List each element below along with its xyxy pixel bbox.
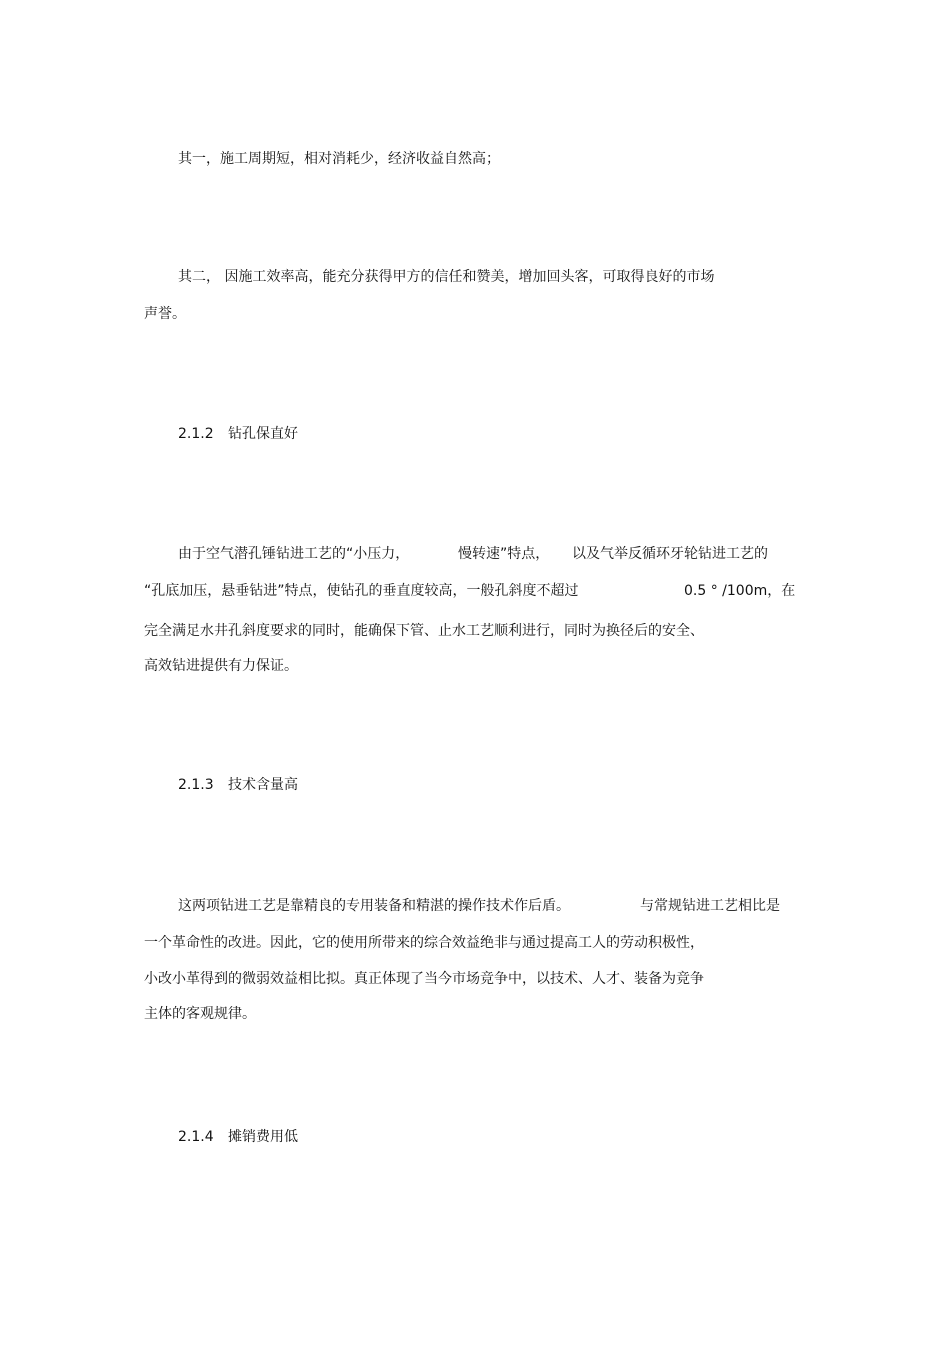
- section-heading-2-1-2: [178, 425, 298, 443]
- paragraph-3-line-2-part-b: 0.5 ° /100m，在: [684, 583, 796, 599]
- section-heading-2-1-4: [178, 1128, 298, 1146]
- paragraph-4-line-1-part-b: 与常规钻进工艺相比是: [640, 898, 780, 914]
- paragraph-4-line-1-part-a: 这两项钻进工艺是靠精良的专用装备和精湛的操作技术作后盾。: [178, 898, 570, 914]
- paragraph-2-line-1: 其二， 因施工效率高，能充分获得甲方的信任和赞美，增加回头客，可取得良好的市场: [178, 269, 715, 285]
- paragraph-2-line-2: 声誉。: [144, 306, 186, 322]
- section-heading-2-1-3: [178, 776, 298, 794]
- section-number: 2.1.4: [178, 1129, 214, 1145]
- section-title: 技术含量高: [228, 777, 298, 793]
- section-title: 钻孔保直好: [228, 426, 298, 442]
- paragraph-4-line-2: 一个革命性的改进。因此，它的使用所带来的综合效益绝非与通过提高工人的劳动积极性，: [144, 935, 704, 951]
- section-title: 摊销费用低: [228, 1129, 298, 1145]
- paragraph-3-line-1-part-a: 由于空气潜孔锤钻进工艺的“小压力，: [178, 546, 410, 562]
- paragraph-3-line-2-part-a: “孔底加压，悬垂钻进”特点，使钻孔的垂直度较高，一般孔斜度不超过: [144, 583, 579, 599]
- paragraph-4-line-3: 小改小革得到的微弱效益相比拟。真正体现了当今市场竞争中，以技术、人才、装备为竞争: [144, 971, 704, 987]
- paragraph-1-line-1: 其一，施工周期短，相对消耗少，经济收益自然高；: [178, 151, 500, 167]
- paragraph-3-line-4: 高效钻进提供有力保证。: [144, 658, 298, 674]
- section-number: 2.1.3: [178, 777, 214, 793]
- paragraph-3-line-3: 完全满足水井孔斜度要求的同时，能确保下管、止水工艺顺利进行，同时为换径后的安全、: [144, 623, 704, 639]
- section-number: 2.1.2: [178, 426, 214, 442]
- paragraph-4-line-4: 主体的客观规律。: [144, 1006, 256, 1022]
- paragraph-3-line-1-part-b: 慢转速”特点，: [458, 546, 550, 562]
- paragraph-3-line-1-part-c: 以及气举反循环牙轮钻进工艺的: [572, 546, 768, 562]
